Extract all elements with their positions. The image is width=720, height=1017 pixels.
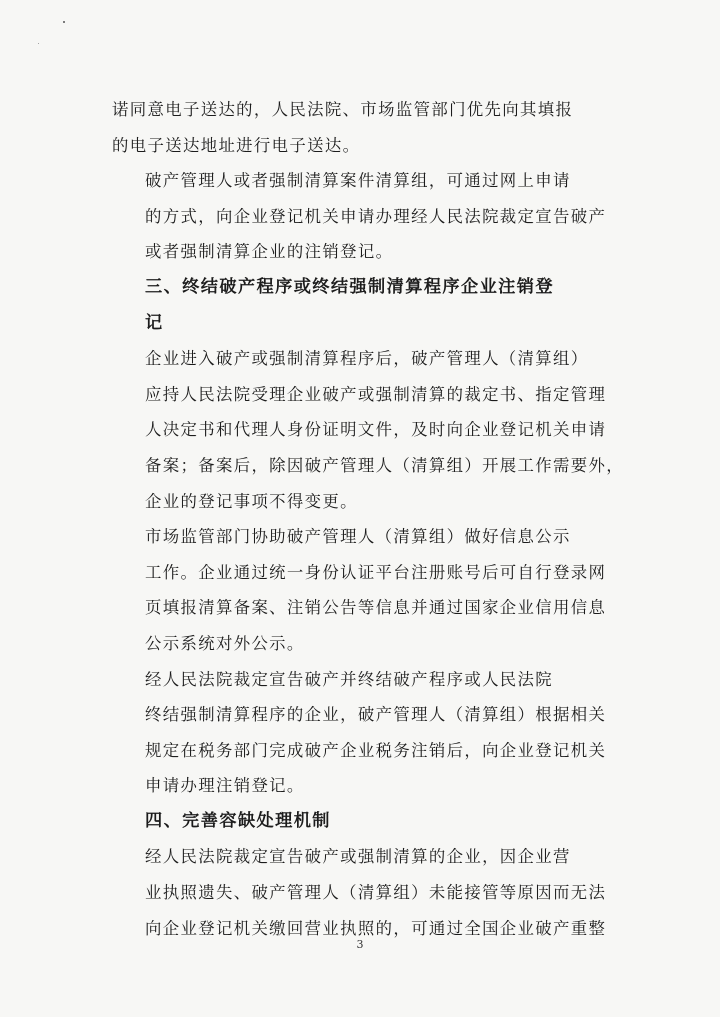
text-line: 工作。企业通过统一身份认证平台注册账号后可自行登录网 (145, 562, 607, 582)
text-line: 市场监管部门协助破产管理人（清算组）做好信息公示 (145, 527, 571, 547)
body-paragraph (112, 839, 612, 946)
text-line: 页填报清算备案、注销公告等信息并通过国家企业信用信息 (145, 598, 607, 618)
text-line: 终结强制清算程序的企业，破产管理人（清算组）根据相关 (145, 705, 607, 725)
text-line: 业执照遗失、破产管理人（清算组）未能接管等原因而无法 (145, 883, 607, 903)
text-line: 诺同意电子送达的，人民法院、市场监管部门优先向其填报 (112, 100, 574, 119)
section-heading (112, 804, 612, 840)
text-line: 或者强制清算企业的注销登记。 (145, 242, 394, 262)
text-line: 应持人民法院受理企业破产或强制清算的裁定书、指定管理 (145, 384, 607, 404)
text-line: 的电子送达地址进行电子送达。 (112, 135, 361, 155)
text-line: 破产管理人或者强制清算案件清算组，可通过网上申请 (145, 171, 571, 191)
text-line: 四、完善容缺处理机制 (145, 810, 331, 831)
body-paragraph (112, 92, 612, 163)
text-line: 企业的登记事项不得变更。 (145, 491, 358, 511)
text-line: 向企业登记机关缴回营业执照的，可通过全国企业破产重整 (145, 918, 607, 938)
text-line: 记 (145, 312, 164, 333)
body-paragraph (112, 341, 624, 519)
text-line: 人决定书和代理人身份证明文件，及时向企业登记机关申请 (145, 420, 607, 440)
body-paragraph (112, 519, 612, 661)
body-paragraph (112, 662, 612, 804)
text-line: 规定在税务部门完成破产企业税务注销后，向企业登记机关 (145, 740, 607, 760)
body-paragraph (112, 163, 612, 270)
text-line: 经人民法院裁定宣告破产或强制清算的企业，因企业营 (145, 847, 571, 867)
scan-speck (63, 21, 65, 23)
text-line: 企业进入破产或强制清算程序后，破产管理人（清算组） (145, 349, 589, 369)
document-body (112, 92, 624, 946)
scan-speck (38, 43, 39, 44)
text-line: 三、终结破产程序或终结强制清算程序企业注销登 (145, 276, 554, 297)
text-line: 经人民法院裁定宣告破产并终结破产程序或人民法院 (145, 669, 554, 689)
text-line: 备案；备案后，除因破产管理人（清算组）开展工作需要外， (145, 455, 624, 475)
section-heading (112, 270, 612, 341)
text-line: 申请办理注销登记。 (145, 776, 305, 796)
page-number: 3 (356, 938, 364, 951)
text-line: 公示系统对外公示。 (145, 633, 305, 653)
text-line: 的方式，向企业登记机关申请办理经人民法院裁定宣告破产 (145, 206, 607, 226)
